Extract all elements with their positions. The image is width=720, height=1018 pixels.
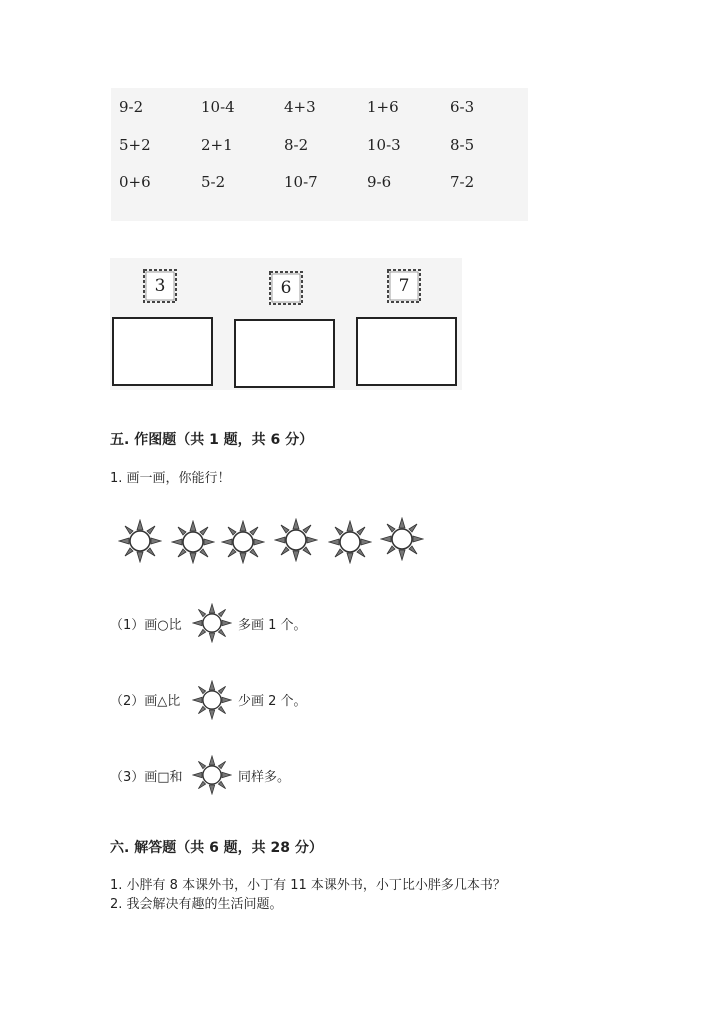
item-three-suffix: 同样多。 (238, 770, 291, 785)
sun-icon (274, 518, 318, 562)
answer-box[interactable] (356, 317, 457, 386)
equations-panel (111, 88, 528, 221)
section-six-heading: 六. 解答题（共 6 题，共 28 分） (110, 840, 323, 856)
answer-box[interactable] (112, 317, 213, 386)
tile-number: 6 (280, 278, 292, 298)
equation: 1+6 (367, 98, 399, 116)
tile-number: 3 (154, 276, 166, 296)
sun-icon (328, 520, 372, 564)
item-two-prefix: （2）画△比 (110, 694, 181, 709)
question-two: 2. 我会解决有趣的生活问题。 (110, 897, 283, 912)
equation: 6-3 (450, 98, 475, 116)
question-title: 1. 画一画，你能行！ (110, 471, 231, 486)
number-tile (266, 268, 306, 308)
sun-icon (118, 519, 162, 563)
equation: 0+6 (119, 173, 151, 191)
equation: 5-2 (201, 173, 226, 191)
tile-number: 7 (398, 276, 410, 296)
sun-icon (192, 680, 232, 720)
equation: 8-5 (450, 136, 475, 154)
sun-icon (380, 517, 424, 561)
equation: 9-2 (119, 98, 144, 116)
number-tiles-panel (110, 258, 462, 390)
equation: 10-3 (367, 136, 401, 154)
sun-icon (171, 520, 215, 564)
equation: 8-2 (284, 136, 309, 154)
number-tile (384, 266, 424, 306)
item-three-prefix: （3）画□和 (110, 770, 183, 785)
sun-icon (192, 755, 232, 795)
section-five-heading: 五. 作图题（共 1 题，共 6 分） (110, 432, 314, 448)
equation: 4+3 (284, 98, 316, 116)
equation: 7-2 (450, 173, 475, 191)
sun-icon (192, 603, 232, 643)
number-tile (140, 266, 180, 306)
equation: 9-6 (367, 173, 392, 191)
item-two-suffix: 少画 2 个。 (238, 694, 307, 709)
equation: 2+1 (201, 136, 233, 154)
equation: 5+2 (119, 136, 151, 154)
question-one: 1. 小胖有 8 本课外书，小丁有 11 本课外书，小丁比小胖多几本书？ (110, 878, 506, 893)
equation: 10-4 (201, 98, 235, 116)
equation: 10-7 (284, 173, 318, 191)
item-one-suffix: 多画 1 个。 (238, 618, 307, 633)
item-one-prefix: （1）画○比 (110, 618, 182, 633)
answer-box[interactable] (234, 319, 335, 388)
sun-icon (221, 520, 265, 564)
